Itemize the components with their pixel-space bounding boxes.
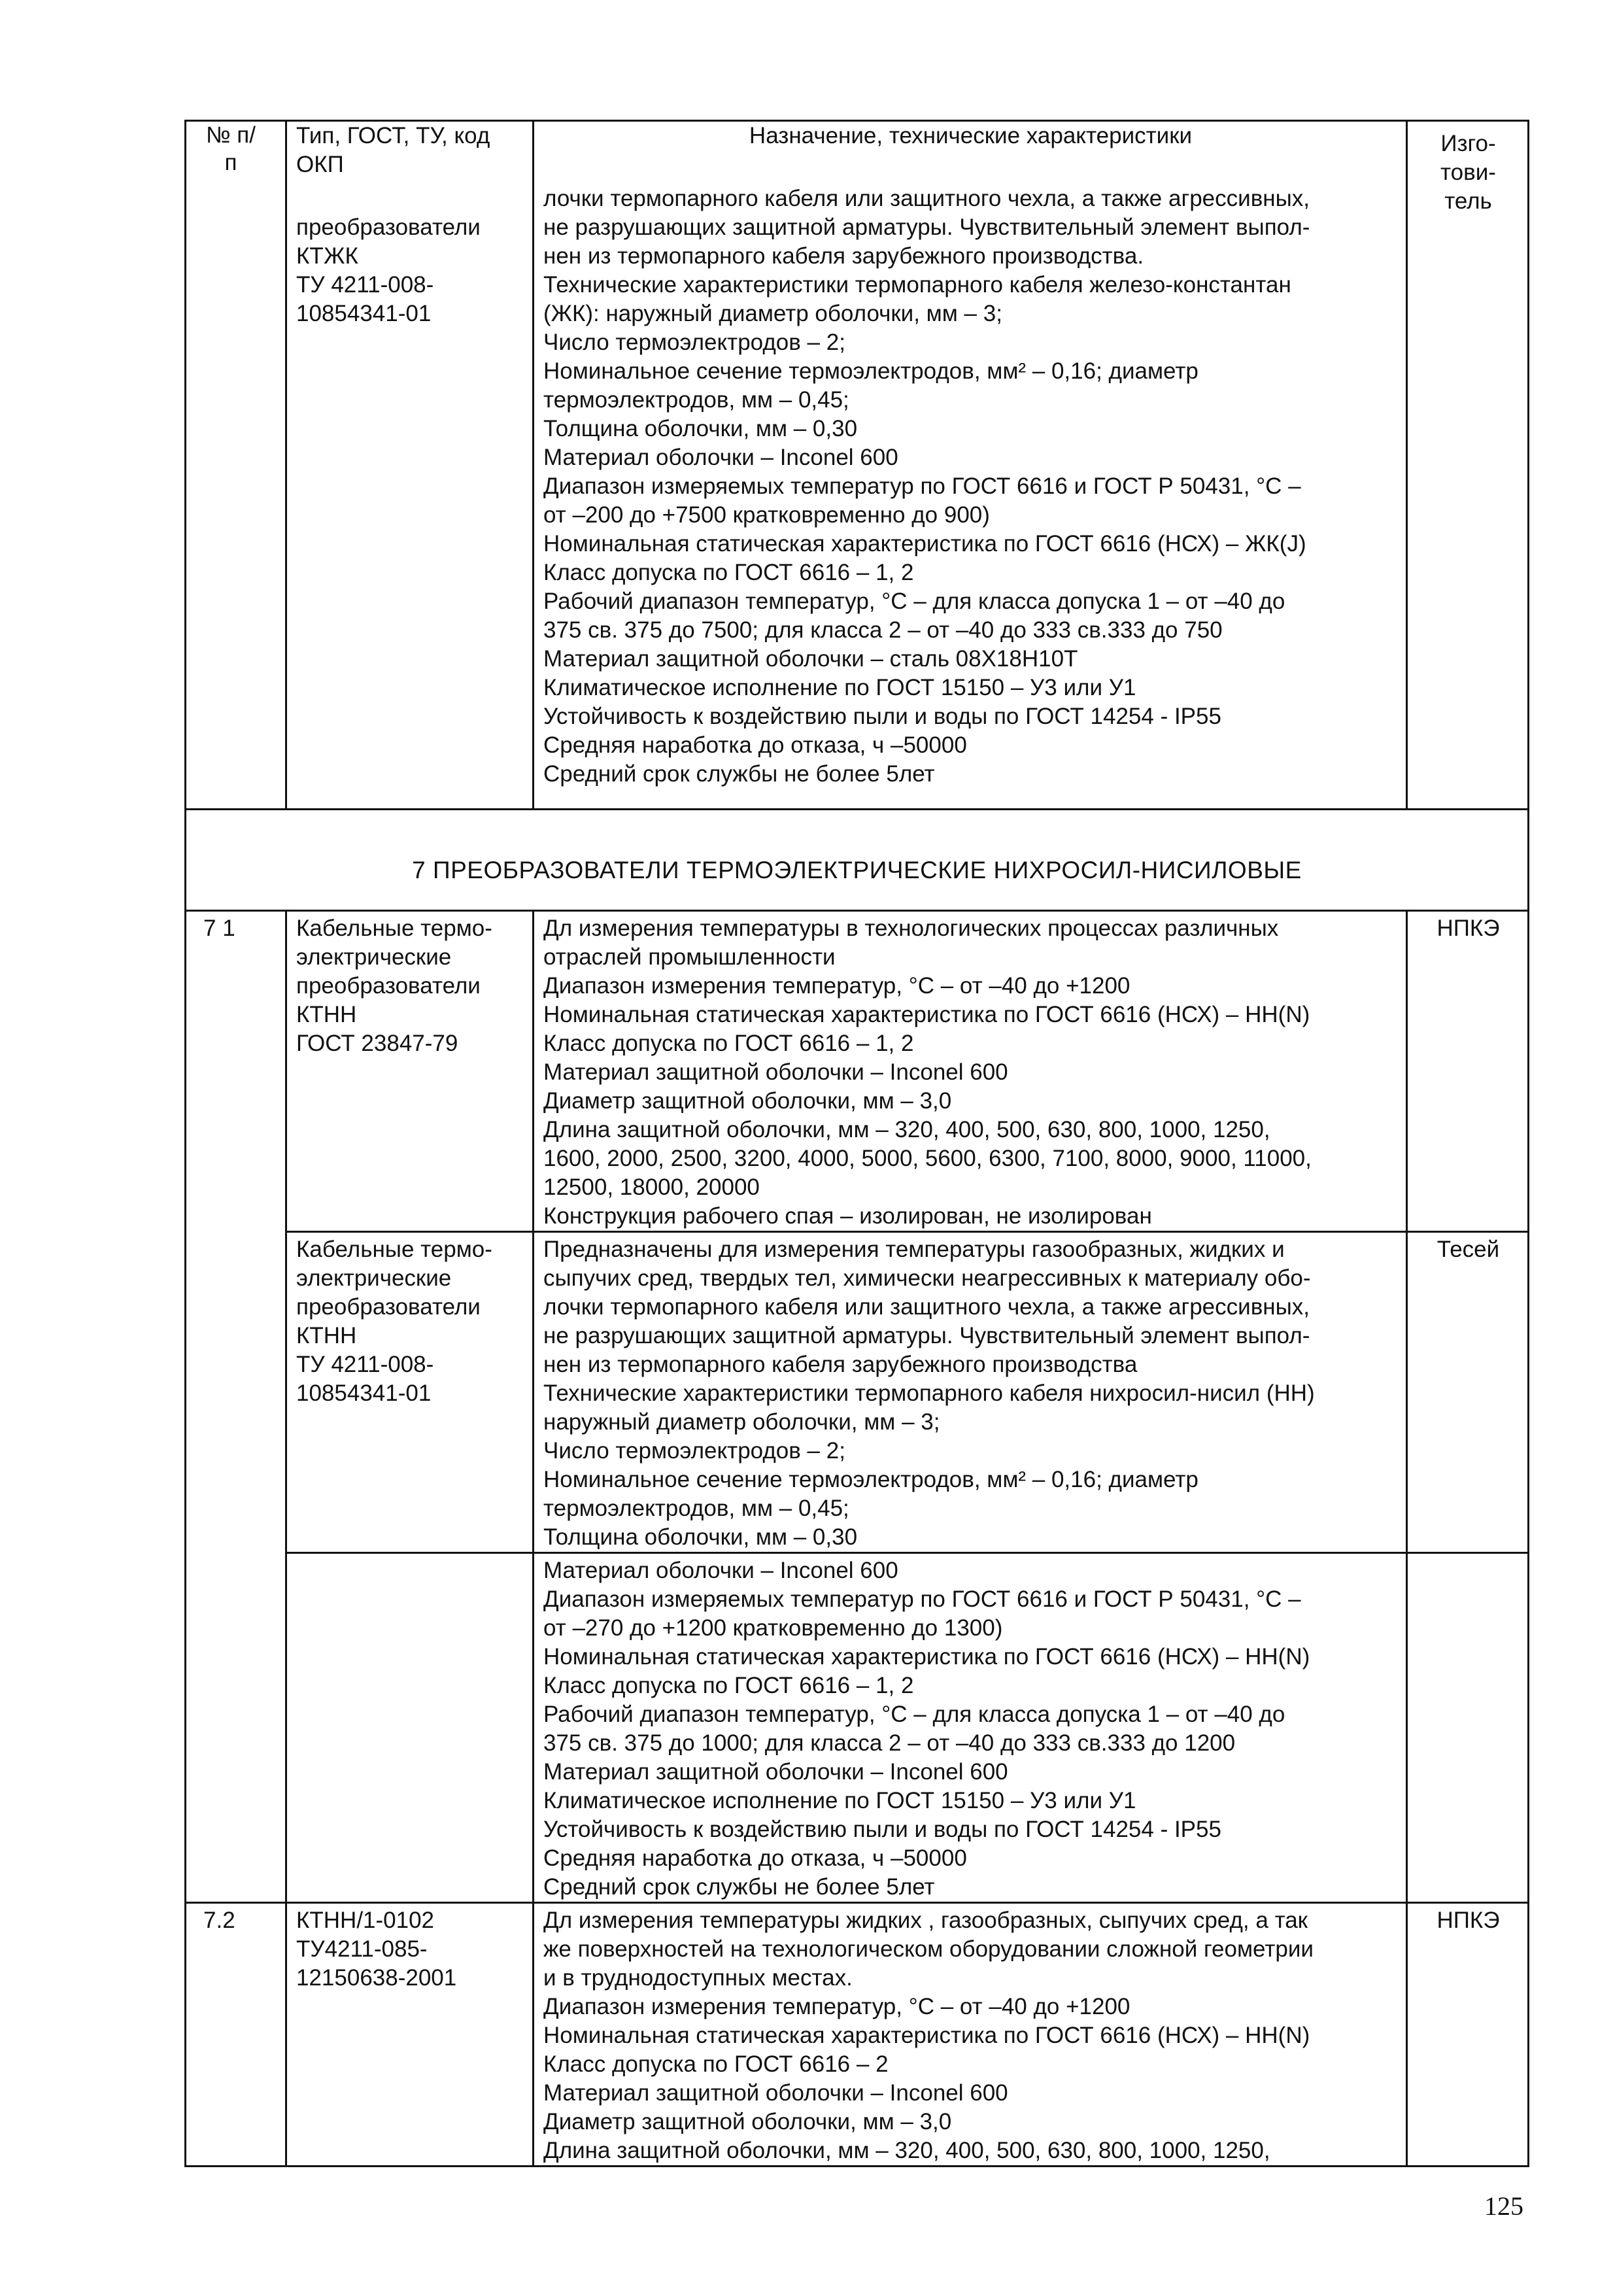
row71c-maker: [1407, 1553, 1529, 1903]
row72-type: [286, 1903, 534, 2167]
desc-line: Номинальное сечение термоэлектродов, мм² – 0,16; диаметр: [543, 1467, 1198, 1492]
type-line: Кабельные термо-: [296, 916, 492, 941]
type-line: электрические: [296, 944, 452, 970]
desc-line: Средний срок службы не более 5лет: [543, 1874, 935, 1900]
desc-line: же поверхностей на технологическом оборудовании сложной геометрии: [543, 1936, 1314, 1962]
header-num: № п/п: [206, 122, 256, 175]
row71a-type: [286, 911, 534, 1232]
desc-line: Номинальная статическая характеристика по ГОСТ 6616 (НСХ) – ЖК(J): [543, 531, 1306, 557]
desc-line: Длина защитной оболочки, мм – 320, 400, 500, 630, 800, 1000, 1250,: [543, 2138, 1270, 2163]
row71b-desc: [534, 1232, 1407, 1553]
header-type: Тип, ГОСТ, ТУ, код ОКП: [296, 123, 490, 177]
desc-line: Конструкция рабочего спая – изолирован, не изолирован: [543, 1203, 1152, 1229]
desc-line: нен из термопарного кабеля зарубежного производства: [543, 1352, 1138, 1377]
desc-line: Предназначены для измерения температуры газообразных, жидких и: [543, 1237, 1285, 1262]
header-num-cell: [186, 121, 286, 810]
desc-line: Материал защитной оболочки – Inconel 600: [543, 1759, 1008, 1785]
desc-line: Устойчивость к воздействию пыли и воды по ГОСТ 14254 - IP55: [543, 1817, 1221, 1842]
row72-maker: НПКЭ: [1407, 1903, 1529, 2167]
desc-line: Диапазон измеряемых температур по ГОСТ 6616 и ГОСТ Р 50431, °С –: [543, 1586, 1301, 1612]
desc-line: Технические характеристики термопарного кабеля железо-константан: [543, 272, 1291, 298]
type-line: 10854341-01: [296, 301, 432, 326]
desc-line: 375 св. 375 до 7500; для класса 2 – от –40 до 333 св.333 до 750: [543, 617, 1223, 643]
type-line: ТУ 4211-008-: [296, 1352, 434, 1377]
desc-line: лочки термопарного кабеля или защитного чехла, а также агрессивных,: [543, 1294, 1310, 1320]
desc-line: Технические характеристики термопарного кабеля нихросил-нисил (НН): [543, 1380, 1315, 1406]
type-line: КТЖК: [296, 243, 358, 269]
row72-desc: [534, 1903, 1407, 2167]
desc-line: Класс допуска по ГОСТ 6616 – 1, 2: [543, 560, 914, 585]
desc-line: Диапазон измеряемых температур по ГОСТ 6616 и ГОСТ Р 50431, °С –: [543, 473, 1301, 499]
desc-line: Класс допуска по ГОСТ 6616 – 1, 2: [543, 1031, 914, 1056]
header-maker: Изго-тови-тель: [1440, 131, 1496, 214]
desc-line: лочки термопарного кабеля или защитного чехла, а также агрессивных,: [543, 186, 1310, 211]
desc-line: Материал оболочки – Inconel 600: [543, 445, 898, 470]
table-header-row: [186, 121, 1529, 810]
row71a-maker: НПКЭ: [1407, 911, 1529, 1232]
row71-num: 7 1: [186, 911, 286, 1903]
desc-line: не разрушающих защитной арматуры. Чувствительный элемент выпол-: [543, 214, 1310, 240]
table-row: [186, 1553, 1529, 1903]
desc-line: 1600, 2000, 2500, 3200, 4000, 5000, 5600, 6300, 7100, 8000, 9000, 11000,: [543, 1146, 1312, 1171]
desc-line: Материал защитной оболочки – сталь 08Х18Н10Т: [543, 646, 1078, 672]
type-line: КТНН/1-0102: [296, 1908, 435, 1933]
desc-line: отраслей промышленности: [543, 944, 836, 970]
desc-line: Диапазон измерения температур, °С – от –40 до +1200: [543, 973, 1130, 999]
desc-line: Толщина оболочки, мм – 0,30: [543, 416, 858, 441]
section-row: [186, 810, 1529, 911]
desc-line: Класс допуска по ГОСТ 6616 – 2: [543, 2051, 889, 2077]
desc-line: 375 св. 375 до 1000; для класса 2 – от –40 до 333 св.333 до 1200: [543, 1730, 1236, 1756]
desc-line: Дл измерения температуры жидких , газообразных, сыпучих сред, а так: [543, 1908, 1308, 1933]
type-line: электрические: [296, 1265, 452, 1291]
desc-line: Номинальная статическая характеристика по ГОСТ 6616 (НСХ) – НН(N): [543, 2023, 1310, 2048]
desc-line: Число термоэлектродов – 2;: [543, 330, 845, 355]
desc-line: Диаметр защитной оболочки, мм – 3,0: [543, 1088, 952, 1114]
type-line: 12150638-2001: [296, 1965, 457, 1991]
page-number: 125: [1484, 2191, 1523, 2221]
type-line: ТУ 4211-008-: [296, 272, 434, 298]
table-row: [186, 1232, 1529, 1553]
desc-line: Число термоэлектродов – 2;: [543, 1438, 845, 1464]
desc-line: Номинальное сечение термоэлектродов, мм² – 0,16; диаметр: [543, 358, 1198, 384]
row71a-desc: [534, 911, 1407, 1232]
row72-num: 7.2: [186, 1903, 286, 2167]
desc-line: Материал защитной оболочки – Inconel 600: [543, 1059, 1008, 1085]
desc-line: наружный диаметр оболочки, мм – 3;: [543, 1409, 940, 1435]
desc-line: 12500, 18000, 20000: [543, 1174, 760, 1200]
desc-line: сыпучих сред, твердых тел, химически неагрессивных к материалу обо-: [543, 1265, 1311, 1291]
row71b-type: [286, 1232, 534, 1553]
desc-line: Рабочий диапазон температур, °С – для класса допуска 1 – от –40 до: [543, 589, 1285, 614]
header-desc-cell: [534, 121, 1407, 810]
type-line: 10854341-01: [296, 1380, 432, 1406]
type-line: ГОСТ 23847-79: [296, 1031, 458, 1056]
row71b-maker: Тесей: [1407, 1232, 1529, 1553]
desc-line: и в труднодоступных местах.: [543, 1965, 853, 1991]
type-line: преобразователи: [296, 973, 481, 999]
desc-line: Толщина оболочки, мм – 0,30: [543, 1524, 858, 1550]
desc-line: термоэлектродов, мм – 0,45;: [543, 1496, 849, 1521]
header-maker-cell: [1407, 121, 1529, 810]
desc-line: не разрушающих защитной арматуры. Чувствительный элемент выпол-: [543, 1323, 1310, 1348]
desc-line: от –200 до +7500 кратковременно до 900): [543, 502, 990, 528]
desc-line: Диапазон измерения температур, °С – от –40 до +1200: [543, 1994, 1130, 2019]
table-row: [186, 1903, 1529, 2167]
desc-line: Дл измерения температуры в технологических процессах различных: [543, 916, 1279, 941]
desc-line: Номинальная статическая характеристика по ГОСТ 6616 (НСХ) – НН(N): [543, 1002, 1310, 1027]
desc-line: Материал оболочки – Inconel 600: [543, 1558, 898, 1583]
type-line: КТНН: [296, 1002, 357, 1027]
desc-line: Рабочий диапазон температур, °С – для класса допуска 1 – от –40 до: [543, 1702, 1285, 1727]
desc-line: Климатическое исполнение по ГОСТ 15150 – У3 или У1: [543, 675, 1136, 700]
desc-line: Класс допуска по ГОСТ 6616 – 1, 2: [543, 1673, 914, 1698]
header-desc: Назначение, технические характеристики: [749, 123, 1193, 148]
desc-line: Климатическое исполнение по ГОСТ 15150 – У3 или У1: [543, 1788, 1136, 1813]
desc-line: Диаметр защитной оболочки, мм – 3,0: [543, 2109, 952, 2134]
header-type-cell: [286, 121, 534, 810]
desc-line: (ЖК): наружный диаметр оболочки, мм – 3;: [543, 301, 1002, 326]
type-line: ТУ4211-085-: [296, 1936, 428, 1962]
spec-table: [184, 120, 1529, 2167]
row71c-type: [286, 1553, 534, 1903]
type-line: Кабельные термо-: [296, 1237, 492, 1262]
desc-line: Средняя наработка до отказа, ч –50000: [543, 1845, 967, 1871]
desc-line: Номинальная статическая характеристика по ГОСТ 6616 (НСХ) – НН(N): [543, 1644, 1310, 1670]
desc-line: нен из термопарного кабеля зарубежного производства.: [543, 243, 1144, 269]
cont-desc-lines: [543, 184, 1398, 789]
section-title: 7 ПРЕОБРАЗОВАТЕЛИ ТЕРМОЭЛЕКТРИЧЕСКИЕ НИХРОСИЛ-НИСИЛОВЫЕ: [186, 810, 1529, 911]
desc-line: Длина защитной оболочки, мм – 320, 400, 500, 630, 800, 1000, 1250,: [543, 1117, 1270, 1142]
desc-line: Материал защитной оболочки – Inconel 600: [543, 2080, 1008, 2106]
desc-line: Средний срок службы не более 5лет: [543, 761, 935, 787]
type-line: преобразователи: [296, 214, 481, 240]
type-line: КТНН: [296, 1323, 357, 1348]
desc-line: Устойчивость к воздействию пыли и воды по ГОСТ 14254 - IP55: [543, 704, 1221, 729]
row71c-desc: [534, 1553, 1407, 1903]
type-line: преобразователи: [296, 1294, 481, 1320]
cont-type-lines: [296, 213, 524, 328]
desc-line: от –270 до +1200 кратковременно до 1300): [543, 1615, 1003, 1641]
desc-line: Средняя наработка до отказа, ч –50000: [543, 732, 967, 758]
table-row: [186, 911, 1529, 1232]
desc-line: термоэлектродов, мм – 0,45;: [543, 387, 849, 413]
